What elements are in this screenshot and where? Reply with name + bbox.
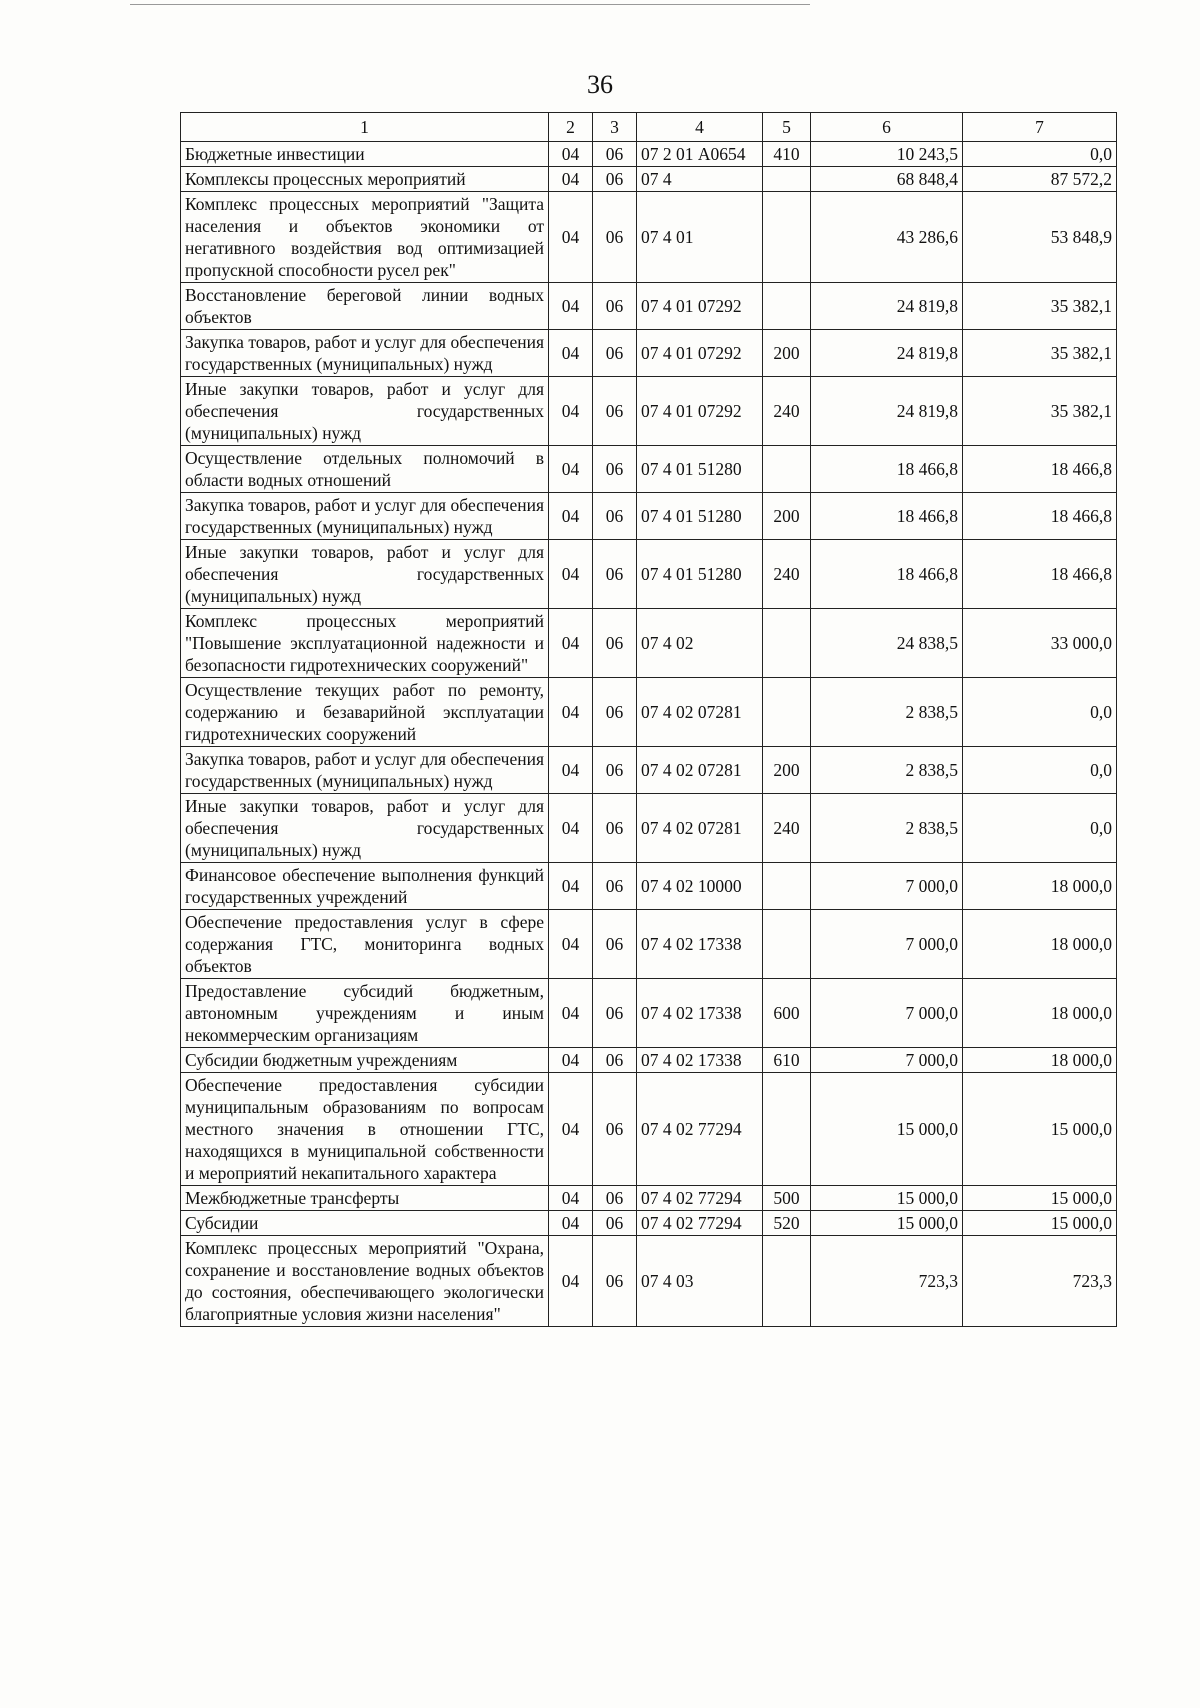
row-target-code: 07 4 02 77294 (637, 1073, 763, 1186)
table-row (181, 446, 1117, 493)
row-section: 04 (549, 1186, 593, 1211)
row-target-code: 07 4 02 10000 (637, 863, 763, 910)
row-name: Иные закупки товаров, работ и услуг для обеспечения государственных (муниципальных) нужд (181, 794, 549, 863)
row-subsection: 06 (593, 1073, 637, 1186)
header-col-2: 2 (549, 113, 593, 142)
row-target-code: 07 2 01 А0654 (637, 142, 763, 167)
row-amount-year-2: 15 000,0 (963, 1211, 1117, 1236)
row-amount-year-2: 87 572,2 (963, 167, 1117, 192)
row-target-code: 07 4 02 17338 (637, 1048, 763, 1073)
table-row (181, 283, 1117, 330)
row-section: 04 (549, 330, 593, 377)
row-amount-year-2: 18 466,8 (963, 493, 1117, 540)
row-target-code: 07 4 02 07281 (637, 678, 763, 747)
row-subsection: 06 (593, 863, 637, 910)
row-expense-type: 600 (763, 979, 811, 1048)
table-row (181, 794, 1117, 863)
row-subsection: 06 (593, 1236, 637, 1327)
table-row (181, 142, 1117, 167)
row-section: 04 (549, 1048, 593, 1073)
row-subsection: 06 (593, 609, 637, 678)
row-expense-type (763, 167, 811, 192)
table-row (181, 747, 1117, 794)
row-target-code: 07 4 02 17338 (637, 910, 763, 979)
row-amount-year-1: 15 000,0 (811, 1211, 963, 1236)
row-name: Обеспечение предоставления субсидии муниципальным образованиям по вопросам местного значения в отношении ГТС, находящихся в муниципальной собственности и мероприятий некапитального характера (181, 1073, 549, 1186)
row-amount-year-1: 68 848,4 (811, 167, 963, 192)
row-section: 04 (549, 609, 593, 678)
row-amount-year-2: 18 000,0 (963, 910, 1117, 979)
row-section: 04 (549, 142, 593, 167)
header-col-6: 6 (811, 113, 963, 142)
row-amount-year-1: 2 838,5 (811, 794, 963, 863)
row-amount-year-1: 2 838,5 (811, 747, 963, 794)
table-row (181, 1211, 1117, 1236)
header-row (181, 113, 1117, 142)
row-amount-year-2: 35 382,1 (963, 377, 1117, 446)
row-subsection: 06 (593, 747, 637, 794)
table-row (181, 192, 1117, 283)
table-row (181, 167, 1117, 192)
row-expense-type: 610 (763, 1048, 811, 1073)
header-col-7: 7 (963, 113, 1117, 142)
row-section: 04 (549, 283, 593, 330)
row-target-code: 07 4 03 (637, 1236, 763, 1327)
row-target-code: 07 4 02 (637, 609, 763, 678)
row-expense-type: 240 (763, 540, 811, 609)
row-name: Субсидии бюджетным учреждениям (181, 1048, 549, 1073)
row-target-code: 07 4 01 51280 (637, 540, 763, 609)
row-target-code: 07 4 02 07281 (637, 794, 763, 863)
row-name: Комплекс процессных мероприятий "Защита населения и объектов экономики от негативного воздействия вод оптимизацией пропускной способности русел рек" (181, 192, 549, 283)
row-amount-year-2: 18 000,0 (963, 863, 1117, 910)
row-expense-type (763, 609, 811, 678)
row-amount-year-2: 18 466,8 (963, 446, 1117, 493)
table-row (181, 540, 1117, 609)
row-amount-year-1: 15 000,0 (811, 1186, 963, 1211)
table-row (181, 863, 1117, 910)
row-expense-type: 520 (763, 1211, 811, 1236)
row-name: Комплекс процессных мероприятий "Охрана, сохранение и восстановление водных объектов до состояния, обеспечивающего экологически благоприятные условия жизни населения" (181, 1236, 549, 1327)
row-amount-year-1: 18 466,8 (811, 446, 963, 493)
table-row (181, 330, 1117, 377)
row-expense-type: 500 (763, 1186, 811, 1211)
row-section: 04 (549, 540, 593, 609)
header-col-3: 3 (593, 113, 637, 142)
row-section: 04 (549, 446, 593, 493)
row-target-code: 07 4 02 77294 (637, 1211, 763, 1236)
row-amount-year-2: 35 382,1 (963, 330, 1117, 377)
row-section: 04 (549, 1236, 593, 1327)
row-amount-year-2: 18 000,0 (963, 1048, 1117, 1073)
row-expense-type: 200 (763, 330, 811, 377)
row-name: Финансовое обеспечение выполнения функций государственных учреждений (181, 863, 549, 910)
row-amount-year-1: 18 466,8 (811, 493, 963, 540)
row-name: Восстановление береговой линии водных объектов (181, 283, 549, 330)
row-amount-year-2: 18 000,0 (963, 979, 1117, 1048)
row-name: Межбюджетные трансферты (181, 1186, 549, 1211)
table-row (181, 1186, 1117, 1211)
row-subsection: 06 (593, 283, 637, 330)
row-amount-year-2: 723,3 (963, 1236, 1117, 1327)
row-subsection: 06 (593, 167, 637, 192)
table-row (181, 1048, 1117, 1073)
table-row (181, 1236, 1117, 1327)
row-section: 04 (549, 377, 593, 446)
row-amount-year-2: 0,0 (963, 794, 1117, 863)
row-name: Комплексы процессных мероприятий (181, 167, 549, 192)
row-amount-year-2: 0,0 (963, 678, 1117, 747)
row-amount-year-1: 2 838,5 (811, 678, 963, 747)
row-target-code: 07 4 01 07292 (637, 283, 763, 330)
row-target-code: 07 4 01 07292 (637, 330, 763, 377)
row-subsection: 06 (593, 678, 637, 747)
row-target-code: 07 4 01 07292 (637, 377, 763, 446)
header-col-5: 5 (763, 113, 811, 142)
table-row (181, 1073, 1117, 1186)
row-name: Обеспечение предоставления услуг в сфере содержания ГТС, мониторинга водных объектов (181, 910, 549, 979)
header-col-1: 1 (181, 113, 549, 142)
row-target-code: 07 4 01 (637, 192, 763, 283)
row-subsection: 06 (593, 540, 637, 609)
row-expense-type: 200 (763, 747, 811, 794)
row-subsection: 06 (593, 142, 637, 167)
row-expense-type (763, 910, 811, 979)
row-expense-type (763, 283, 811, 330)
row-amount-year-1: 10 243,5 (811, 142, 963, 167)
row-name: Осуществление отдельных полномочий в области водных отношений (181, 446, 549, 493)
row-amount-year-1: 7 000,0 (811, 979, 963, 1048)
row-name: Осуществление текущих работ по ремонту, содержанию и безаварийной эксплуатации гидротехнических сооружений (181, 678, 549, 747)
row-expense-type: 410 (763, 142, 811, 167)
row-expense-type (763, 1073, 811, 1186)
row-subsection: 06 (593, 330, 637, 377)
row-section: 04 (549, 493, 593, 540)
row-expense-type (763, 863, 811, 910)
row-name: Закупка товаров, работ и услуг для обеспечения государственных (муниципальных) нужд (181, 330, 549, 377)
row-expense-type: 240 (763, 794, 811, 863)
row-subsection: 06 (593, 910, 637, 979)
row-target-code: 07 4 01 51280 (637, 493, 763, 540)
header-col-4: 4 (637, 113, 763, 142)
row-name: Предоставление субсидий бюджетным, автономным учреждениям и иным некоммерческим организациям (181, 979, 549, 1048)
row-name: Бюджетные инвестиции (181, 142, 549, 167)
row-subsection: 06 (593, 1048, 637, 1073)
row-amount-year-1: 7 000,0 (811, 1048, 963, 1073)
row-subsection: 06 (593, 1186, 637, 1211)
row-target-code: 07 4 02 07281 (637, 747, 763, 794)
row-subsection: 06 (593, 446, 637, 493)
row-amount-year-1: 24 819,8 (811, 377, 963, 446)
row-expense-type (763, 192, 811, 283)
row-amount-year-1: 7 000,0 (811, 910, 963, 979)
row-amount-year-2: 15 000,0 (963, 1073, 1117, 1186)
row-section: 04 (549, 1073, 593, 1186)
row-name: Закупка товаров, работ и услуг для обеспечения государственных (муниципальных) нужд (181, 747, 549, 794)
row-amount-year-2: 0,0 (963, 747, 1117, 794)
row-amount-year-1: 7 000,0 (811, 863, 963, 910)
row-expense-type (763, 446, 811, 493)
row-section: 04 (549, 167, 593, 192)
row-amount-year-2: 33 000,0 (963, 609, 1117, 678)
row-amount-year-2: 0,0 (963, 142, 1117, 167)
table-row (181, 609, 1117, 678)
row-section: 04 (549, 979, 593, 1048)
row-target-code: 07 4 02 77294 (637, 1186, 763, 1211)
scan-top-rule (130, 4, 810, 5)
row-section: 04 (549, 747, 593, 794)
row-expense-type: 200 (763, 493, 811, 540)
row-section: 04 (549, 678, 593, 747)
row-target-code: 07 4 01 51280 (637, 446, 763, 493)
row-name: Иные закупки товаров, работ и услуг для обеспечения государственных (муниципальных) нужд (181, 377, 549, 446)
row-section: 04 (549, 794, 593, 863)
table-row (181, 493, 1117, 540)
row-amount-year-1: 15 000,0 (811, 1073, 963, 1186)
row-amount-year-2: 15 000,0 (963, 1186, 1117, 1211)
row-name: Субсидии (181, 1211, 549, 1236)
row-expense-type (763, 678, 811, 747)
row-subsection: 06 (593, 979, 637, 1048)
row-subsection: 06 (593, 377, 637, 446)
row-expense-type (763, 1236, 811, 1327)
table-row (181, 910, 1117, 979)
table-row (181, 678, 1117, 747)
row-section: 04 (549, 910, 593, 979)
row-amount-year-1: 18 466,8 (811, 540, 963, 609)
row-target-code: 07 4 (637, 167, 763, 192)
row-name: Иные закупки товаров, работ и услуг для обеспечения государственных (муниципальных) нужд (181, 540, 549, 609)
row-amount-year-1: 43 286,6 (811, 192, 963, 283)
row-amount-year-1: 723,3 (811, 1236, 963, 1327)
row-section: 04 (549, 1211, 593, 1236)
row-subsection: 06 (593, 192, 637, 283)
row-amount-year-2: 53 848,9 (963, 192, 1117, 283)
row-amount-year-1: 24 838,5 (811, 609, 963, 678)
row-amount-year-1: 24 819,8 (811, 283, 963, 330)
row-subsection: 06 (593, 493, 637, 540)
page-number: 36 (587, 70, 613, 99)
row-expense-type: 240 (763, 377, 811, 446)
row-amount-year-2: 18 466,8 (963, 540, 1117, 609)
row-target-code: 07 4 02 17338 (637, 979, 763, 1048)
row-section: 04 (549, 863, 593, 910)
row-subsection: 06 (593, 794, 637, 863)
row-subsection: 06 (593, 1211, 637, 1236)
budget-table (180, 112, 1117, 1327)
table-row (181, 979, 1117, 1048)
row-section: 04 (549, 192, 593, 283)
row-name: Закупка товаров, работ и услуг для обеспечения государственных (муниципальных) нужд (181, 493, 549, 540)
row-amount-year-1: 24 819,8 (811, 330, 963, 377)
table-row (181, 377, 1117, 446)
row-amount-year-2: 35 382,1 (963, 283, 1117, 330)
row-name: Комплекс процессных мероприятий "Повышение эксплуатационной надежности и безопасности гидротехнических сооружений" (181, 609, 549, 678)
